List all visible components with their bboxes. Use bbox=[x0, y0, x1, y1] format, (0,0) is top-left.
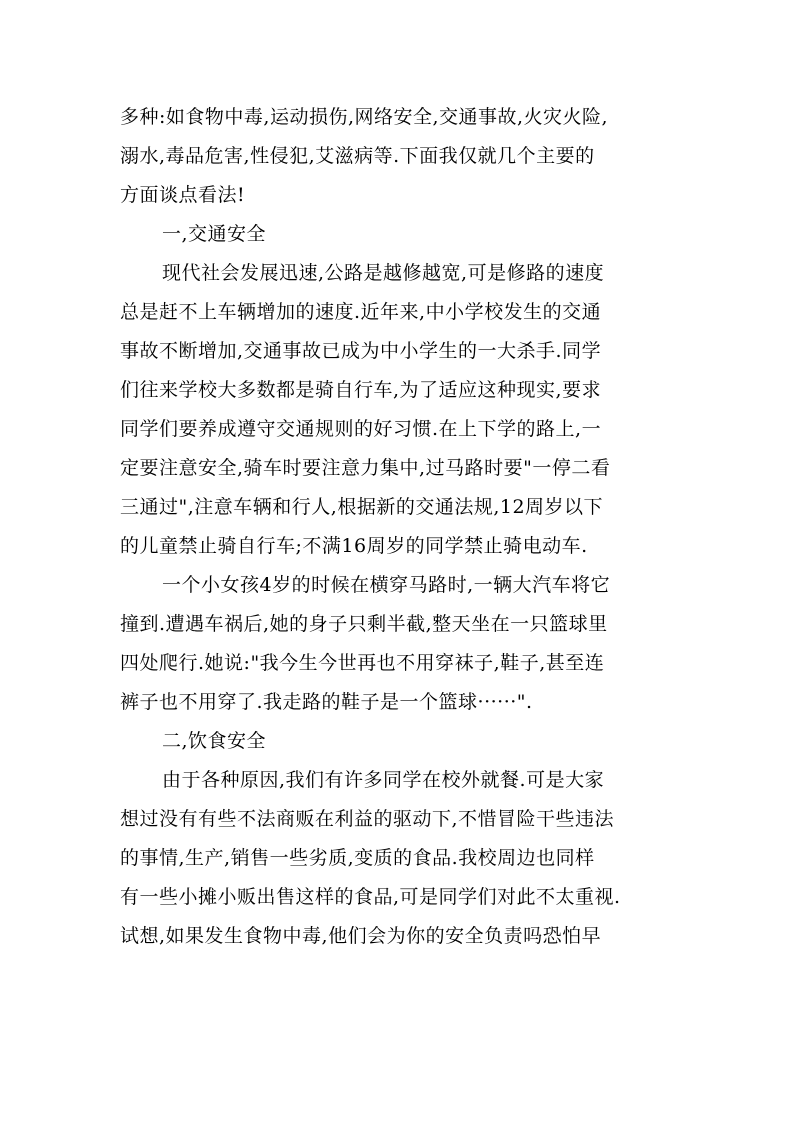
text-line: 试想,如果发生食物中毒,他们会为你的安全负责吗恐怕早 bbox=[120, 925, 602, 947]
section-heading-traffic-safety: 一,交通安全 bbox=[162, 223, 267, 245]
text-line: 三通过",注意车辆和行人,根据新的交通法规,12周岁以下 bbox=[120, 496, 604, 518]
text-line: 同学们要养成遵守交通规则的好习惯.在上下学的路上,一 bbox=[120, 418, 602, 440]
text-line: 方面谈点看法! bbox=[120, 184, 246, 206]
text-line: 的儿童禁止骑自行车;不满16周岁的同学禁止骑电动车. bbox=[120, 535, 588, 557]
text-line: 一个小女孩4岁的时候在横穿马路时,一辆大汽车将它 bbox=[162, 574, 611, 596]
text-line: 溺水,毒品危害,性侵犯,艾滋病等.下面我仅就几个主要的 bbox=[120, 145, 595, 167]
text-line: 想过没有有些不法商贩在利益的驱动下,不惜冒险干些违法 bbox=[120, 808, 615, 830]
text-line: 由于各种原因,我们有许多同学在校外就餐.可是大家 bbox=[162, 769, 605, 791]
text-line: 事故不断增加,交通事故已成为中小学生的一大杀手.同学 bbox=[120, 340, 602, 362]
text-line: 四处爬行.她说:"我今生今世再也不用穿袜子,鞋子,甚至连 bbox=[120, 652, 605, 674]
text-line: 定要注意安全,骑车时要注意力集中,过马路时要"一停二看 bbox=[120, 457, 611, 479]
text-line: 有一些小摊小贩出售这样的食品,可是同学们对此不太重视. bbox=[120, 886, 621, 908]
text-line: 现代社会发展迅速,公路是越修越宽,可是修路的速度 bbox=[162, 262, 605, 284]
text-line: 们往来学校大多数都是骑自行车,为了适应这种现实,要求 bbox=[120, 379, 602, 401]
text-line: 多种:如食物中毒,运动损伤,网络安全,交通事故,火灾火险, bbox=[120, 106, 609, 128]
section-heading-food-safety: 二,饮食安全 bbox=[162, 730, 267, 752]
text-line: 总是赶不上车辆增加的速度.近年来,中小学校发生的交通 bbox=[120, 301, 602, 323]
text-line: 撞到.遭遇车祸后,她的身子只剩半截,整天坐在一只篮球里 bbox=[120, 613, 608, 635]
text-line: 裤子也不用穿了.我走路的鞋子是一个篮球······". bbox=[120, 691, 533, 713]
text-line: 的事情,生产,销售一些劣质,变质的食品.我校周边也同样 bbox=[120, 847, 595, 869]
